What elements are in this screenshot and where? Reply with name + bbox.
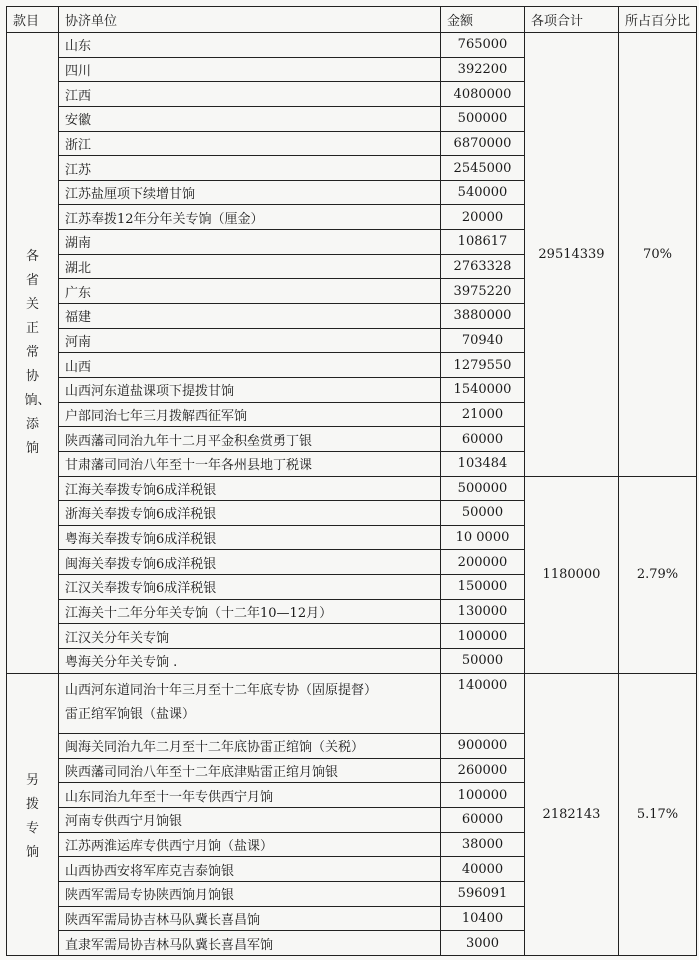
amount-cell: 4080000	[441, 82, 525, 107]
amount-cell: 2763328	[441, 254, 525, 279]
subtotal-cell: 2182143	[525, 673, 619, 955]
unit-cell: 陕西藩司同治八年至十二年底津贴雷正绾月饷银	[59, 758, 441, 783]
amount-cell: 103484	[441, 451, 525, 476]
unit-cell: 安徽	[59, 106, 441, 131]
amount-cell: 900000	[441, 734, 525, 759]
unit-cell: 陕西藩司同治九年十二月平金积垒赏勇丁银	[59, 427, 441, 452]
subtotal-cell: 29514339	[525, 33, 619, 477]
unit-cell: 陕西军需局协吉林马队冀长喜昌饷	[59, 906, 441, 931]
unit-cell: 山东同治九年至十一年专供西宁月饷	[59, 783, 441, 808]
amount-cell: 50000	[441, 649, 525, 674]
amount-cell: 540000	[441, 180, 525, 205]
unit-cell: 粤海关分年关专饷 .	[59, 649, 441, 674]
amount-cell: 50000	[441, 501, 525, 526]
unit-cell: 山西	[59, 353, 441, 378]
category-label: 各省关正常协饷、添饷	[24, 248, 51, 456]
unit-cell: 河南	[59, 328, 441, 353]
amount-cell: 260000	[441, 758, 525, 783]
amount-cell: 140000	[441, 673, 525, 733]
unit-cell: 江汉关奉拨专饷6成洋税银	[59, 575, 441, 600]
unit-cell: 闽海关奉拨专饷6成洋税银	[59, 550, 441, 575]
unit-cell: 四川	[59, 57, 441, 82]
amount-cell: 21000	[441, 402, 525, 427]
amount-cell: 108617	[441, 230, 525, 255]
unit-cell: 广东	[59, 279, 441, 304]
unit-cell: 江海关奉拨专饷6成洋税银	[59, 476, 441, 501]
category-cell	[7, 673, 59, 955]
amount-cell: 1279550	[441, 353, 525, 378]
unit-cell: 山东	[59, 33, 441, 58]
amount-cell: 100000	[441, 624, 525, 649]
header-amount: 金额	[441, 7, 525, 33]
amount-cell: 40000	[441, 857, 525, 882]
amount-cell: 150000	[441, 575, 525, 600]
amount-cell: 10 0000	[441, 525, 525, 550]
unit-cell: 户部同治七年三月拨解西征军饷	[59, 402, 441, 427]
amount-cell: 60000	[441, 427, 525, 452]
amount-cell: 3000	[441, 931, 525, 956]
unit-cell: 湖北	[59, 254, 441, 279]
amount-cell: 200000	[441, 550, 525, 575]
table-row	[7, 33, 697, 58]
unit-cell: 福建	[59, 304, 441, 329]
unit-cell: 山西河东道盐课项下提拨甘饷	[59, 377, 441, 402]
unit-cell: 直隶军需局协吉林马队冀长喜昌军饷	[59, 931, 441, 956]
unit-cell: 江苏两淮运库专供西宁月饷（盐课）	[59, 832, 441, 857]
unit-cell: 江汉关分年关专饷	[59, 624, 441, 649]
amount-cell: 392200	[441, 57, 525, 82]
unit-line: 雷正绾军饷银（盐课）	[65, 707, 196, 723]
amount-cell: 3975220	[441, 279, 525, 304]
unit-cell	[59, 673, 441, 733]
amount-cell: 130000	[441, 599, 525, 624]
amount-cell: 3880000	[441, 304, 525, 329]
category-cell	[7, 33, 59, 674]
percent-cell: 2.79%	[619, 476, 697, 673]
unit-cell: 江苏	[59, 156, 441, 181]
header-unit: 协济单位	[59, 7, 441, 33]
amount-cell: 10400	[441, 906, 525, 931]
amount-cell: 2545000	[441, 156, 525, 181]
unit-cell: 闽海关同治九年二月至十二年底协雷正绾饷（关税）	[59, 734, 441, 759]
unit-cell: 江苏盐厘项下续增甘饷	[59, 180, 441, 205]
unit-cell: 甘肃藩司同治八年至十一年各州县地丁税课	[59, 451, 441, 476]
unit-cell: 湖南	[59, 230, 441, 255]
header-percent: 所占百分比	[619, 7, 697, 33]
header-category: 款目	[7, 7, 59, 33]
header-subtotal: 各项合计	[525, 7, 619, 33]
unit-cell: 粤海关奉拨专饷6成洋税银	[59, 525, 441, 550]
amount-cell: 765000	[441, 33, 525, 58]
unit-cell: 陕西军需局专协陕西饷月饷银	[59, 881, 441, 906]
amount-cell: 70940	[441, 328, 525, 353]
amount-cell: 500000	[441, 106, 525, 131]
table-row	[7, 476, 697, 501]
amount-cell: 38000	[441, 832, 525, 857]
unit-line: 山西河东道同治十年三月至十二年底专协（固原提督）	[65, 683, 378, 699]
unit-cell: 江西	[59, 82, 441, 107]
amount-cell: 596091	[441, 881, 525, 906]
amount-cell: 100000	[441, 783, 525, 808]
category-label: 另拨专饷	[25, 773, 39, 861]
allocation-table	[6, 6, 697, 956]
amount-cell: 20000	[441, 205, 525, 230]
unit-cell: 河南专供西宁月饷银	[59, 807, 441, 832]
subtotal-cell: 1180000	[525, 476, 619, 673]
amount-cell: 6870000	[441, 131, 525, 156]
amount-cell: 500000	[441, 476, 525, 501]
header-row	[7, 7, 697, 33]
amount-cell: 1540000	[441, 377, 525, 402]
table-row	[7, 673, 697, 733]
unit-cell: 浙江	[59, 131, 441, 156]
unit-cell: 山西协西安将军库克吉泰饷银	[59, 857, 441, 882]
amount-cell: 60000	[441, 807, 525, 832]
percent-cell: 70%	[619, 33, 697, 477]
unit-cell: 江苏奉拨12年分年关专饷（厘金）	[59, 205, 441, 230]
percent-cell: 5.17%	[619, 673, 697, 955]
unit-cell: 浙海关奉拨专饷6成洋税银	[59, 501, 441, 526]
unit-cell: 江海关十二年分年关专饷（十二年10—12月）	[59, 599, 441, 624]
